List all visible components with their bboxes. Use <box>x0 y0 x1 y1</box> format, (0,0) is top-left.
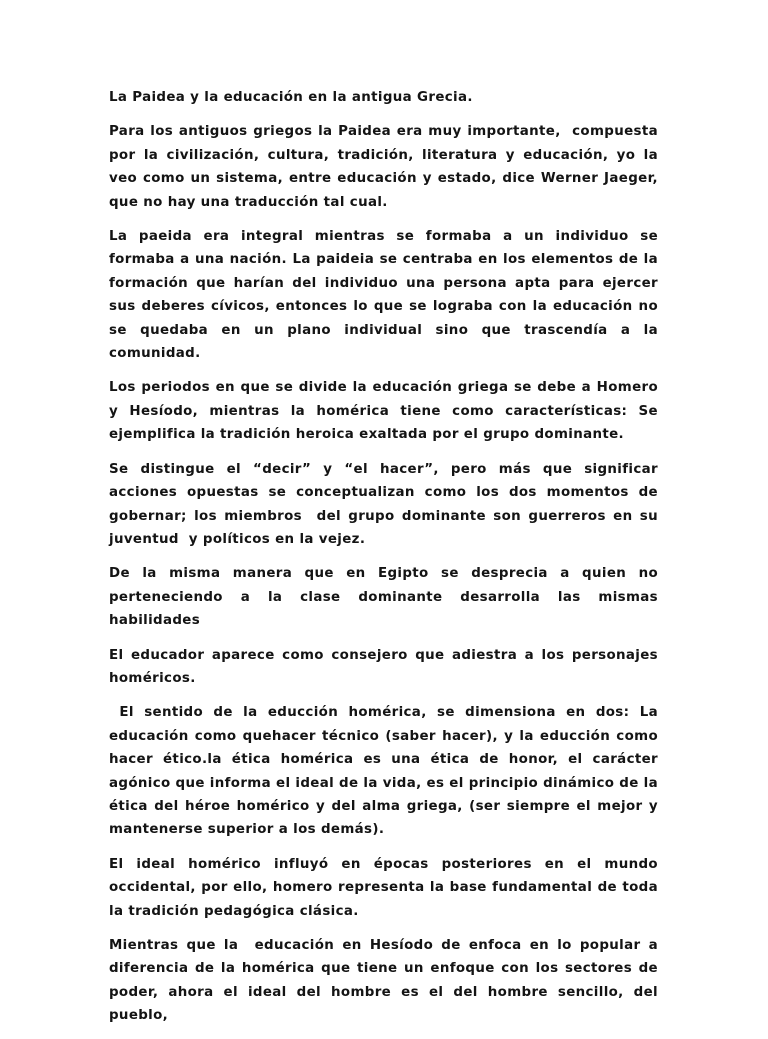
paragraph-integral-education: La paeida era integral mientras se formaba a un individuo se formaba a una nación. La paideia se centraba en los elementos de la formación que harían del individuo una persona apta para ejercer sus deberes cívicos, entonces lo que se lograba con la educación no se quedaba en un plano individual sino que trascendía a la comunidad. <box>109 229 664 362</box>
paragraph-hesiod: Mientras que la educación en Hesíodo de enfoca en lo popular a diferencia de la homérica que tiene un enfoque con los sectores de poder, ahora el ideal del hombre es el del hombre sencillo, del pueblo, <box>109 938 664 1024</box>
paragraph-paideia-importance: Para los antiguos griegos la Paidea era muy importante, compuesta por la civilización, cultura, tradición, literatura y educación, yo la veo como un sistema, entre educación y estado, dice Werner Jaeger, que no hay una traducción tal cual. <box>109 124 664 210</box>
document-title: La Paidea y la educación en la antigua Grecia. <box>109 90 473 105</box>
paragraph-decir-hacer: Se distingue el “decir” y “el hacer”, pero más que significar acciones opuestas se conceptualizan como los dos momentos de gobernar; los miembros del grupo dominante son guerreros en su juventud y políticos en la vejez. <box>109 461 664 547</box>
paragraph-periods: Los periodos en que se divide la educación griega se debe a Homero y Hesíodo, mientras la homérica tiene como características: Se ejemplifica la tradición heroica exaltada por el grupo dominante. <box>109 380 664 443</box>
paragraph-homeric-sense: El sentido de la educción homérica, se dimensiona en dos: La educación como quehacer técnico (saber hacer), y la educción como hacer ético.la ética homérica es una ética de honor, el carácter agónico que informa el ideal de la vida, es el principio dinámico de la ética del héroe homérico y del alma griega, (ser siempre el mejor y mantenerse superior a los demás). <box>109 705 664 838</box>
document-page <box>109 86 664 1039</box>
paragraph-educator: El educador aparece como consejero que adiestra a los personajes homéricos. <box>109 647 664 686</box>
paragraph-homeric-influence: El ideal homérico influyó en épocas posteriores en el mundo occidental, por ello, homero representa la base fundamental de toda la tradición pedagógica clásica. <box>109 856 664 919</box>
paragraph-egypt: De la misma manera que en Egipto se desprecia a quien no perteneciendo a la clase dominante desarrolla las mismas habilidades <box>109 566 664 629</box>
